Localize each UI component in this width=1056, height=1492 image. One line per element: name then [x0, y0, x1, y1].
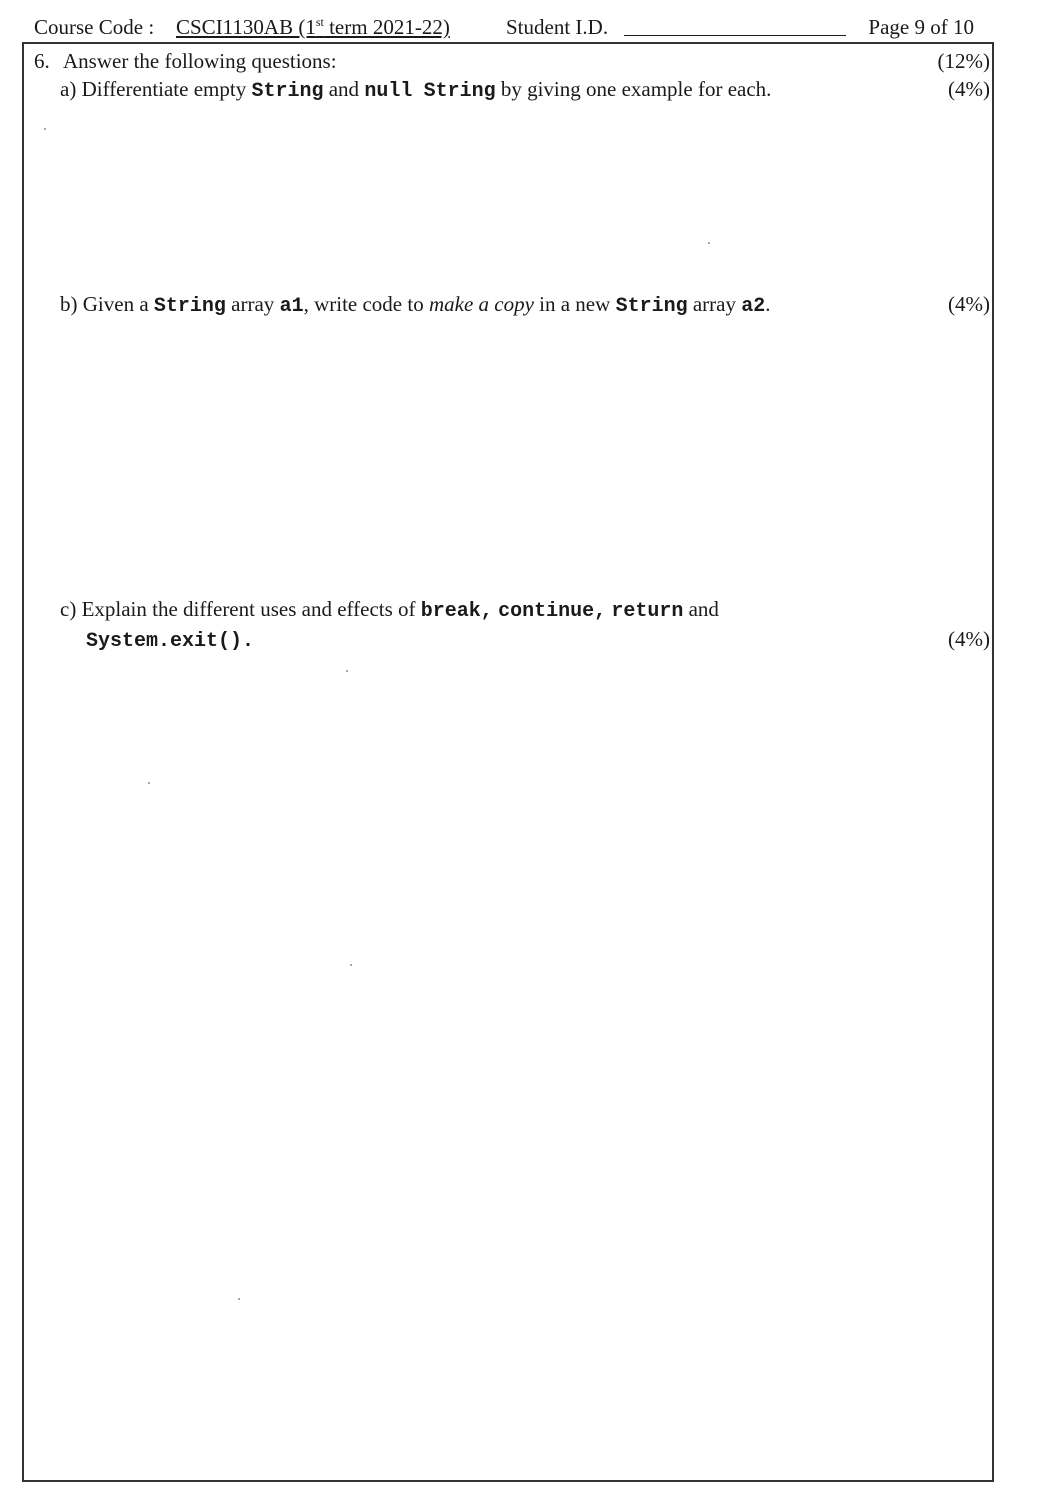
code-system-exit: System.exit(): [86, 630, 243, 653]
scan-speck: [346, 670, 348, 672]
student-id-blank-line: [624, 35, 846, 36]
course-code-value: CSCI1130AB (1st term 2021-22): [176, 15, 450, 39]
answer-box: [22, 42, 994, 1482]
question-6a-mark: (4%): [948, 77, 990, 101]
code-string: String: [423, 80, 496, 103]
question-6b-text: b) Given a String array a1, write code to make a copy in a new String array a2.: [60, 292, 771, 318]
question-6c-mark: (4%): [948, 627, 990, 651]
question-6c-text-line-1: c) Explain the different uses and effects of break, continue, return and: [60, 597, 719, 623]
scan-speck: [238, 1298, 240, 1300]
question-title: Answer the following questions:: [63, 49, 337, 73]
code-continue: continue: [498, 600, 595, 623]
question-6-title: [34, 47, 337, 75]
scan-speck: [708, 242, 710, 244]
code-string: String: [153, 295, 226, 318]
student-id-label: Student I.D.: [506, 15, 609, 39]
question-6b-mark: (4%): [948, 292, 990, 316]
code-null: null: [364, 80, 413, 103]
scan-speck: [44, 128, 46, 130]
code-string: String: [251, 80, 324, 103]
part-a-label: a): [60, 77, 77, 101]
part-c-label: c): [60, 597, 77, 621]
question-6-total-mark: (12%): [937, 49, 990, 73]
question-6c-text-line-2: System.exit().: [86, 630, 255, 653]
page-number: Page 9 of 10: [868, 15, 974, 39]
code-a2: a2: [741, 295, 766, 318]
course-code-label: Course Code :: [34, 15, 155, 39]
course-code-superscript: st: [315, 15, 324, 29]
question-number: 6.: [34, 49, 50, 73]
part-b-label: b): [60, 292, 78, 316]
code-a1: a1: [279, 295, 304, 318]
code-break: break: [420, 600, 481, 623]
page-header: [34, 12, 974, 42]
make-a-copy-emphasis: make a copy: [428, 292, 534, 316]
question-6a-text: a) Differentiate empty String and null String by giving one example for each.: [60, 77, 772, 103]
scan-speck: [148, 782, 150, 784]
scan-speck: [350, 964, 352, 966]
code-string: String: [615, 295, 688, 318]
code-return: return: [611, 600, 684, 623]
